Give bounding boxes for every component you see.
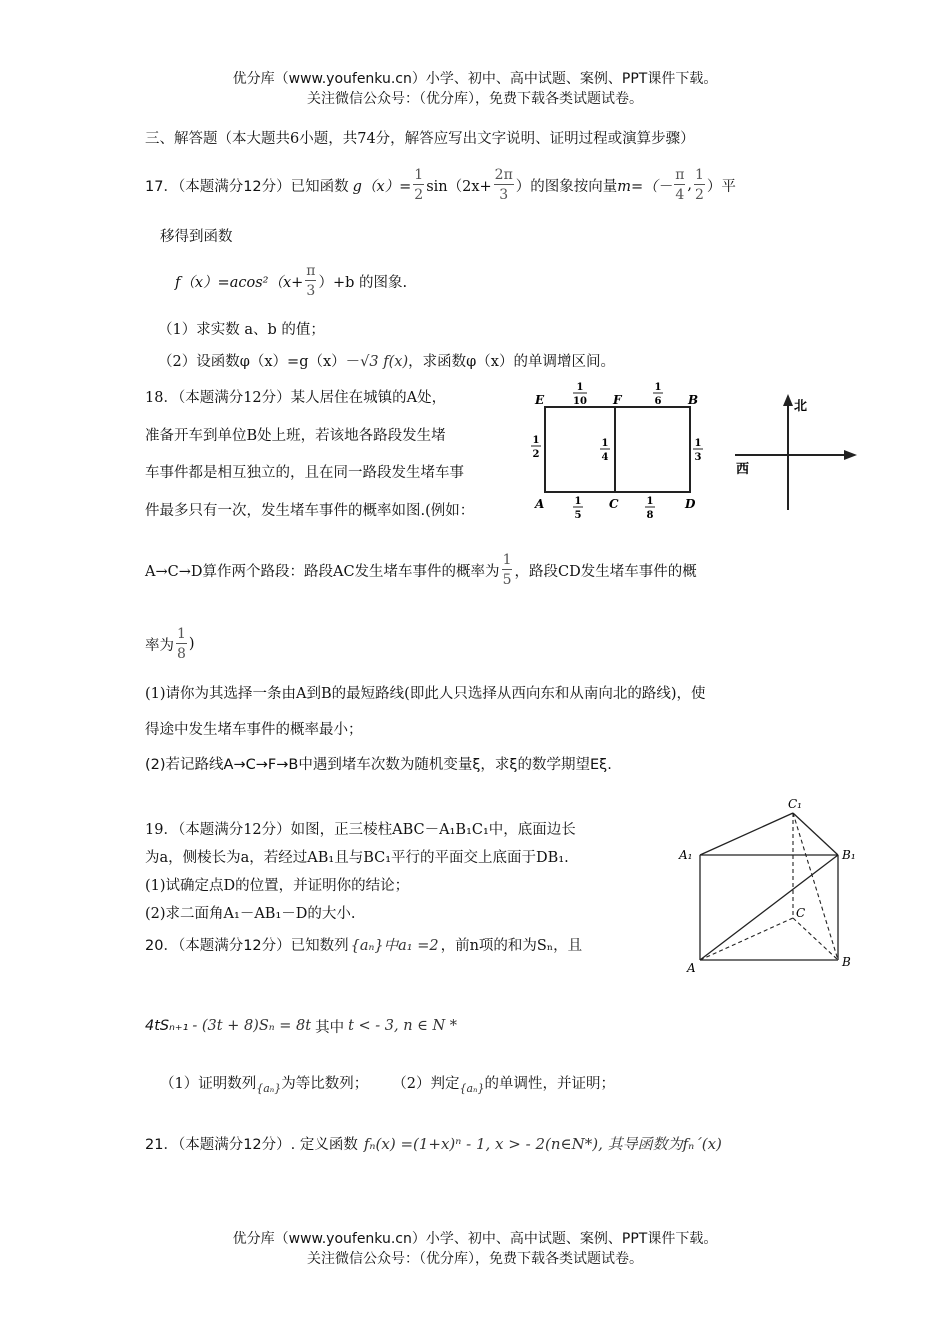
q17-f-expr-a: f（x）=acos²（x+ — [175, 274, 304, 291]
compass-west-label: 西 — [736, 462, 750, 477]
point-d: D — [685, 497, 696, 511]
q20-condition: t < - 3, n ∈ N * — [348, 1018, 458, 1034]
q17-end: ）平 — [706, 178, 736, 195]
prob-ac-den: 5 — [574, 510, 582, 521]
q21-label: 21．（本题满分12分）. 定义函数 — [145, 1136, 358, 1153]
header-line-2: 关注微信公众号：（优分库），免费下载各类试题试卷。 — [307, 91, 643, 107]
q20-seq-1: {aₙ} — [256, 1081, 282, 1095]
q17-label: 17．（本题满分12分）已知函数 — [145, 178, 349, 195]
prob-cd-den: 8 — [646, 510, 654, 521]
q17-g-expr: g（x）= — [352, 178, 412, 195]
q17-frac-half: $\frac{1}{2}$ — [414, 167, 424, 203]
compass-figure — [730, 390, 860, 515]
q17-tail: ）的图象按向量 — [515, 178, 618, 195]
q17-sqrt3f: √3 f(x) — [360, 354, 409, 370]
label-c: C — [796, 906, 806, 920]
q18-line-5-a: A→C→D算作两个路段：路段AC发生堵车事件的概率为 — [145, 563, 500, 580]
prob-db-den: 3 — [694, 452, 702, 463]
q20-seq-def: {aₙ}中a₁ =2 — [350, 937, 439, 954]
q18-line-6 — [145, 620, 195, 668]
prob-db-num: 1 — [694, 438, 702, 449]
q17-line-2: 移得到函数 — [160, 229, 233, 245]
q19-line-3: (1)试确定点D的位置，并证明你的结论； — [145, 878, 410, 894]
q18-line-1: 18．（本题满分12分）某人居住在城镇的A处， — [145, 390, 447, 406]
q18-line-4: 件最多只有一次，发生堵车事件的概率如图.(例如： — [145, 503, 475, 519]
prob-ef-num: 1 — [576, 382, 584, 393]
q21-line-1 — [145, 1128, 722, 1158]
footer-line-2: 关注微信公众号：（优分库），免费下载各类试题试卷。 — [307, 1251, 643, 1267]
q18-line-6-a: 率为 — [145, 637, 174, 654]
label-a: A — [687, 961, 696, 975]
q18-part-2: (2)若记路线A→C→F→B中遇到堵车次数为随机变量ξ，求ξ的数学期望Eξ. — [145, 757, 612, 773]
q17-frac-pi3: $\frac{\pi}{3}$ — [306, 263, 316, 299]
point-a: A — [535, 497, 545, 511]
prob-cf-num: 1 — [601, 438, 609, 449]
q19-line-2: 为a，侧棱长为a，若经过AB₁且与BC₁平行的平面交上底面于DB₁. — [145, 850, 569, 866]
label-b: B — [842, 955, 851, 969]
section-title: 三、解答题（本大题共6小题，共74分，解答应写出文字说明、证明过程或演算步骤） — [145, 131, 695, 147]
q18-line-3: 车事件都是相互独立的，且在同一路段发生堵车事 — [145, 465, 464, 481]
q17-part-2 — [158, 350, 615, 371]
q19-line-4: (2)求二面角A₁－AB₁－D的大小. — [145, 906, 356, 922]
point-c: C — [609, 497, 619, 511]
q20-line-2-b: 其中 — [315, 1019, 345, 1036]
q20-line-2 — [145, 1012, 457, 1040]
road-grid-outline — [545, 407, 690, 492]
q18-road-figure — [525, 380, 710, 525]
q17-line-3 — [175, 258, 407, 304]
compass-north-label: 北 — [794, 399, 808, 414]
prob-ae-den: 2 — [532, 449, 540, 460]
q20-line-1 — [145, 930, 582, 958]
label-a1: A₁ — [679, 848, 693, 862]
q17-frac-pi4: $\frac{\pi}{4}$ — [675, 167, 685, 203]
q20-seq-2: {aₙ} — [459, 1081, 485, 1095]
q20-part-1-a: （1）证明数列 — [160, 1075, 257, 1092]
q18-frac-5: $\frac{1}{5}$ — [502, 552, 512, 588]
prism-figure — [675, 795, 865, 980]
q20-part-2-b: 的单调性，并证明； — [484, 1075, 615, 1092]
q17-f-expr-b: ）+b 的图象. — [318, 274, 408, 291]
q18-line-5 — [145, 546, 697, 594]
label-b1: B₁ — [842, 848, 856, 862]
q17-frac-half-2: $\frac{1}{2}$ — [695, 167, 704, 203]
q19-line-1: 19．（本题满分12分）如图，正三棱柱ABC－A₁B₁C₁中，底面边长 — [145, 822, 576, 838]
prob-fb-num: 1 — [654, 382, 662, 393]
q17-part-1: （1）求实数 a、b 的值； — [158, 322, 325, 338]
prob-cd-num: 1 — [646, 496, 654, 507]
q18-line-2: 准备开车到单位B处上班，若该地各路段发生堵 — [145, 428, 446, 444]
q20-line-2-a: 4tSₙ₊₁ — [145, 1018, 189, 1034]
q18-part-1-a: (1)请你为其选择一条由A到B的最短路线(即此人只选择从西向东和从南向北的路线)，使 — [145, 686, 706, 702]
prob-ef-den: 10 — [573, 396, 587, 407]
prob-fb-den: 6 — [654, 396, 662, 407]
q20-part-1-b: 为等比数列； — [281, 1075, 369, 1092]
point-f: F — [613, 393, 622, 407]
point-b: B — [688, 393, 699, 407]
prob-ae-num: 1 — [532, 435, 540, 446]
prob-cf-den: 4 — [601, 452, 609, 463]
q20-parts — [160, 1068, 615, 1096]
q17-frac-2pi: $\frac{2\pi}{3}$ — [494, 167, 513, 203]
north-arrow-icon — [783, 394, 793, 406]
q18-part-1-b: 得途中发生堵车事件的概率最小； — [145, 722, 363, 738]
q18-line-5-b: ，路段CD发生堵车事件的概 — [514, 563, 697, 580]
q17-m-label: m=（－ — [617, 178, 673, 195]
east-arrow-icon — [844, 450, 857, 460]
q21-math: fₙ(x) =(1+x)ⁿ - 1, x > - 2(n∈N*), 其导函数为fₙ´(x) — [363, 1134, 722, 1153]
q17-part-2-b: ，求函数φ（x）的单调增区间。 — [408, 354, 615, 370]
q17-sin-part: sin（2x+ — [426, 178, 492, 195]
q20-line-1-a: 20．（本题满分12分）已知数列 — [145, 937, 349, 954]
header-line-1: 优分库（www.youfenku.cn）小学、初中、高中试题、案例、PPT课件下载。 — [232, 71, 718, 87]
q20-part-2-a: （2）判定 — [392, 1075, 460, 1092]
label-c1: C₁ — [788, 797, 802, 811]
q17-part-2-a: （2）设函数φ（x）=g（x）－ — [158, 354, 361, 370]
q20-line-1-b: ，前n项的和为Sₙ，且 — [440, 937, 583, 954]
q18-line-6-b: ) — [188, 636, 195, 652]
q17-line-1: 17．（本题满分12分）已知函数 g（x）= $\frac{1}{2}$ sin（2x+ $\frac{2\pi}{3}$ ）的图象按向量 m=（－ $\frac{\pi}{4}$ , $\frac{1}{2}$ ）平 — [145, 167, 736, 203]
prob-ac-num: 1 — [574, 496, 582, 507]
point-e: E — [535, 393, 545, 407]
q20-equation: - (3t + 8)Sₙ = 8t — [192, 1018, 312, 1034]
footer-line-1: 优分库（www.youfenku.cn）小学、初中、高中试题、案例、PPT课件下载。 — [232, 1231, 718, 1247]
q18-frac-8: $\frac{1}{8}$ — [177, 626, 186, 662]
